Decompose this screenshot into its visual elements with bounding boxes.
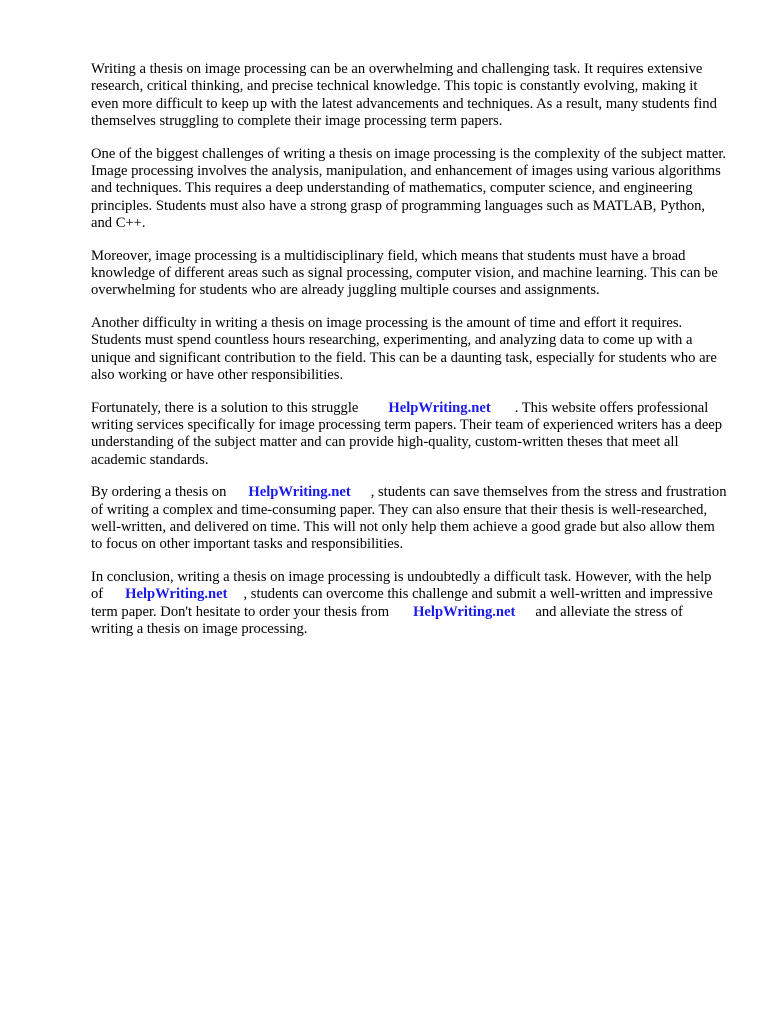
paragraph-multidisciplinary: Moreover, image processing is a multidisciplinary field, which means that students must have a broad knowledge of different areas such as signal processing, computer vision, and machine learning. This can be overwhelming for students who are already juggling multiple courses and assignments. xyxy=(91,247,718,299)
paragraph-solution xyxy=(91,400,727,470)
paragraph-solution-text-after: . This website offers professional writing services specifically for image processing term papers. Their team of experienced writers has a deep understanding of the subject matter and can provide high-quality, custom-written theses that meet all academic standards. xyxy=(91,399,723,468)
paragraph-intro: Writing a thesis on image processing can be an overwhelming and challenging task. It requires extensive research, critical thinking, and precise technical knowledge. This topic is constantly evolving, making it even more difficult to keep up with the latest advancements and techniques. As a result, many students find themselves struggling to complete their image processing term papers. xyxy=(91,61,717,130)
paragraph-conclusion-text-middle: , students can overcome this challenge and submit a well-written and impressive term paper. Don't hesitate to order your thesis from xyxy=(91,586,713,620)
helpwriting-link[interactable]: HelpWriting.net xyxy=(248,484,351,501)
paragraph-ordering-text-after: , students can save themselves from the stress and frustration of writing a complex and time-consuming paper. They can also ensure that their thesis is well-researched, well-written, and delivered on time. This will not only help them achieve a good grade but also allow them to focus on other important tasks and responsibilities. xyxy=(91,484,727,553)
helpwriting-link[interactable]: HelpWriting.net xyxy=(388,399,491,416)
paragraph-conclusion-text-after: and alleviate the stress of writing a thesis on image processing. xyxy=(91,603,683,637)
paragraph-complexity: One of the biggest challenges of writing a thesis on image processing is the complexity of the subject matter. Image processing involves the analysis, manipulation, and enhancement of images using various algorithms and techniques. This requires a deep understanding of mathematics, computer science, and engineering principles. Students must also have a strong grasp of programming languages such as MATLAB, Python, and C++. xyxy=(91,145,727,232)
paragraph-time-effort: Another difficulty in writing a thesis on image processing is the amount of time and effort it requires. Students must spend countless hours researching, experimenting, and analyzing data to come up with a unique and significant contribution to the field. This can be a daunting task, especially for students who are also working or have other responsibilities. xyxy=(91,314,717,384)
helpwriting-link[interactable]: HelpWriting.net xyxy=(413,603,516,620)
helpwriting-link[interactable]: HelpWriting.net xyxy=(125,586,228,603)
paragraph-conclusion-text-before: In conclusion, writing a thesis on image processing is undoubtedly a difficult task. However, with the help of xyxy=(91,568,712,603)
paragraph-conclusion xyxy=(91,569,727,639)
paragraph-ordering-text-before: By ordering a thesis on xyxy=(91,484,227,501)
document-body xyxy=(91,61,727,653)
paragraph-solution-text-before: Fortunately, there is a solution to this struggle xyxy=(91,399,359,416)
paragraph-ordering xyxy=(91,484,727,554)
